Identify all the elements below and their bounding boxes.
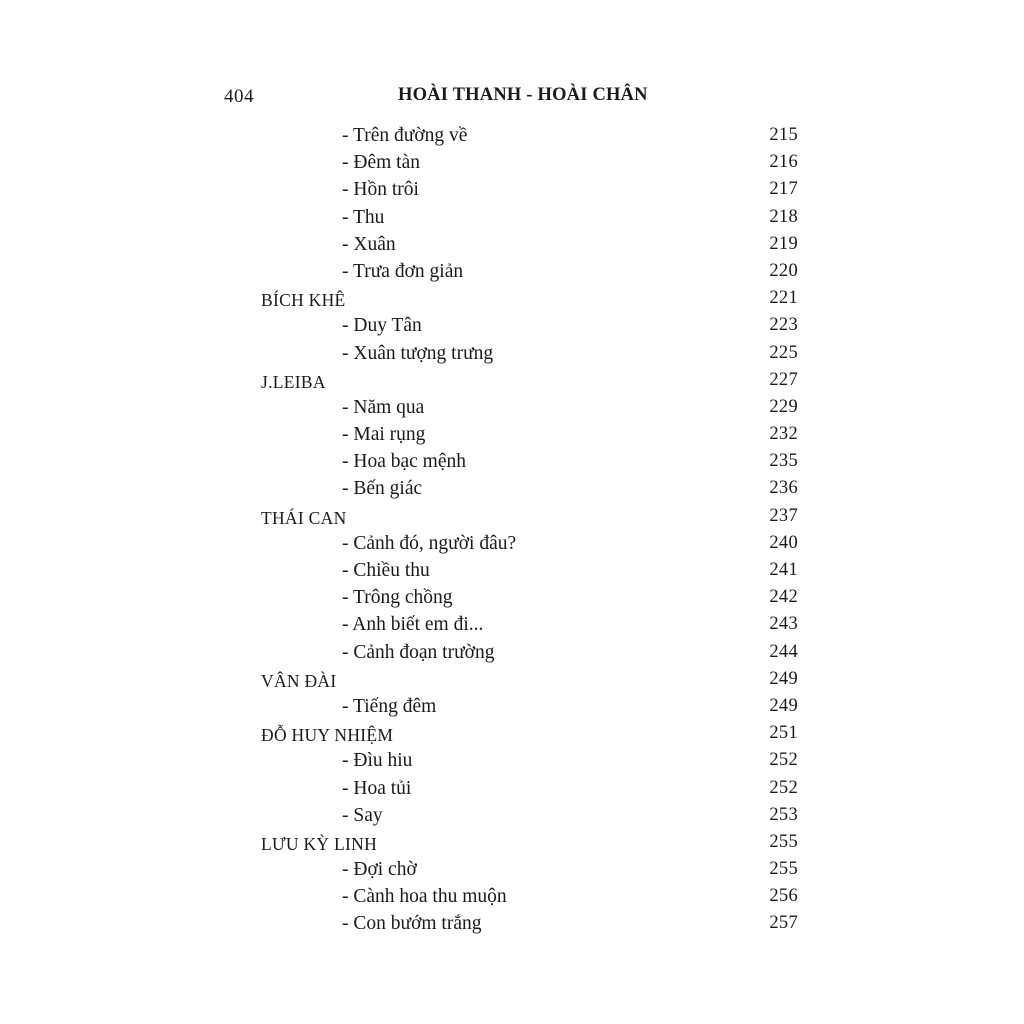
poem-title: - Xuân tượng trưng xyxy=(342,342,494,364)
page-ref: 240 xyxy=(769,532,798,553)
page-ref: 220 xyxy=(769,260,798,281)
poem-title: - Hoa tủi xyxy=(342,777,412,799)
poem-title: - Cảnh đó, người đâu? xyxy=(342,532,517,554)
poem-title: - Xuân xyxy=(342,233,396,255)
toc-author-row xyxy=(0,721,1024,748)
page-ref: 235 xyxy=(769,451,798,472)
page-ref: 252 xyxy=(769,750,798,771)
toc-poem-row xyxy=(0,313,1024,340)
page-ref: 255 xyxy=(769,831,798,852)
page-ref: 227 xyxy=(769,369,798,390)
poem-title: - Thu xyxy=(342,206,385,228)
page-ref: 223 xyxy=(769,315,798,336)
page-ref: 215 xyxy=(769,125,798,145)
toc-poem-row xyxy=(0,341,1024,368)
toc-poem-row xyxy=(0,531,1024,558)
toc-poem-row xyxy=(0,911,1024,938)
page-ref: 256 xyxy=(769,886,798,907)
poem-title: - Duy Tân xyxy=(342,315,422,337)
toc-author-row xyxy=(0,504,1024,531)
toc-poem-row xyxy=(0,476,1024,503)
toc-poem-row xyxy=(0,422,1024,449)
page-number: 404 xyxy=(224,86,254,107)
toc-poem-row xyxy=(0,395,1024,422)
poem-title: - Đợi chờ xyxy=(342,859,417,881)
toc-poem-row xyxy=(0,232,1024,259)
page-ref: 236 xyxy=(769,478,798,499)
toc-poem-row xyxy=(0,857,1024,884)
page-ref: 249 xyxy=(769,695,798,716)
poem-title: - Mai rụng xyxy=(342,424,426,446)
poem-title: - Cảnh đoạn trường xyxy=(342,641,495,663)
table-of-contents xyxy=(0,123,1024,939)
page-ref: 253 xyxy=(769,804,798,825)
toc-poem-row xyxy=(0,612,1024,639)
toc-author-row xyxy=(0,368,1024,395)
toc-poem-row xyxy=(0,150,1024,177)
toc-poem-row xyxy=(0,177,1024,204)
author-name: ĐỖ HUY NHIỆM xyxy=(261,725,394,746)
page-ref: 225 xyxy=(769,342,798,363)
author-name: BÍCH KHÊ xyxy=(261,290,346,311)
poem-title: - Đìu hiu xyxy=(342,750,413,772)
poem-title: - Trông chồng xyxy=(342,587,453,609)
toc-poem-row xyxy=(0,585,1024,612)
page-ref: 216 xyxy=(769,152,798,173)
author-name: J.LEIBA xyxy=(261,371,326,392)
toc-poem-row xyxy=(0,884,1024,911)
poem-title: - Đêm tàn xyxy=(342,152,420,174)
page-ref: 219 xyxy=(769,233,798,254)
page-ref: 255 xyxy=(769,859,798,880)
page-header xyxy=(0,84,1024,112)
poem-title: - Chiều thu xyxy=(342,560,430,581)
poem-title: - Tiếng đêm xyxy=(342,695,437,717)
page-ref: 243 xyxy=(769,614,798,635)
toc-poem-row xyxy=(0,694,1024,721)
poem-title: - Anh biết em đi... xyxy=(342,614,484,636)
toc-poem-row xyxy=(0,205,1024,232)
poem-title: - Trên đường về xyxy=(342,125,468,146)
author-name: LƯU KỲ LINH xyxy=(261,833,378,854)
poem-title: - Bến giác xyxy=(342,478,423,500)
running-title: HOÀI THANH - HOÀI CHÂN xyxy=(398,85,648,105)
page-ref: 232 xyxy=(769,424,798,445)
page-ref: 229 xyxy=(769,396,798,417)
toc-poem-row xyxy=(0,123,1024,150)
poem-title: - Con bướm trắng xyxy=(342,913,482,935)
toc-poem-row xyxy=(0,558,1024,585)
page-ref: 241 xyxy=(769,560,798,580)
poem-title: - Hồn trôi xyxy=(342,179,419,201)
poem-title: - Cành hoa thu muộn xyxy=(342,886,507,908)
poem-title: - Say xyxy=(342,804,383,826)
page-ref: 237 xyxy=(769,505,798,526)
toc-poem-row xyxy=(0,776,1024,803)
toc-author-row xyxy=(0,667,1024,694)
toc-author-row xyxy=(0,286,1024,313)
page-ref: 218 xyxy=(769,206,798,227)
toc-poem-row xyxy=(0,748,1024,775)
page-ref: 221 xyxy=(769,288,798,309)
page-ref: 249 xyxy=(769,668,798,689)
page-ref: 242 xyxy=(769,587,798,608)
toc-poem-row xyxy=(0,259,1024,286)
toc-poem-row xyxy=(0,803,1024,830)
page-ref: 251 xyxy=(769,723,798,744)
author-name: VÂN ĐÀI xyxy=(261,670,337,691)
poem-title: - Hoa bạc mệnh xyxy=(342,451,466,473)
page-ref: 244 xyxy=(769,641,798,662)
page-ref: 252 xyxy=(769,777,798,798)
author-name: THÁI CAN xyxy=(261,507,347,528)
toc-author-row xyxy=(0,830,1024,857)
toc-poem-row xyxy=(0,449,1024,476)
toc-poem-row xyxy=(0,640,1024,667)
poem-title: - Năm qua xyxy=(342,396,425,418)
page-ref: 217 xyxy=(769,179,798,200)
page-ref: 257 xyxy=(769,913,798,934)
poem-title: - Trưa đơn giản xyxy=(342,260,464,282)
